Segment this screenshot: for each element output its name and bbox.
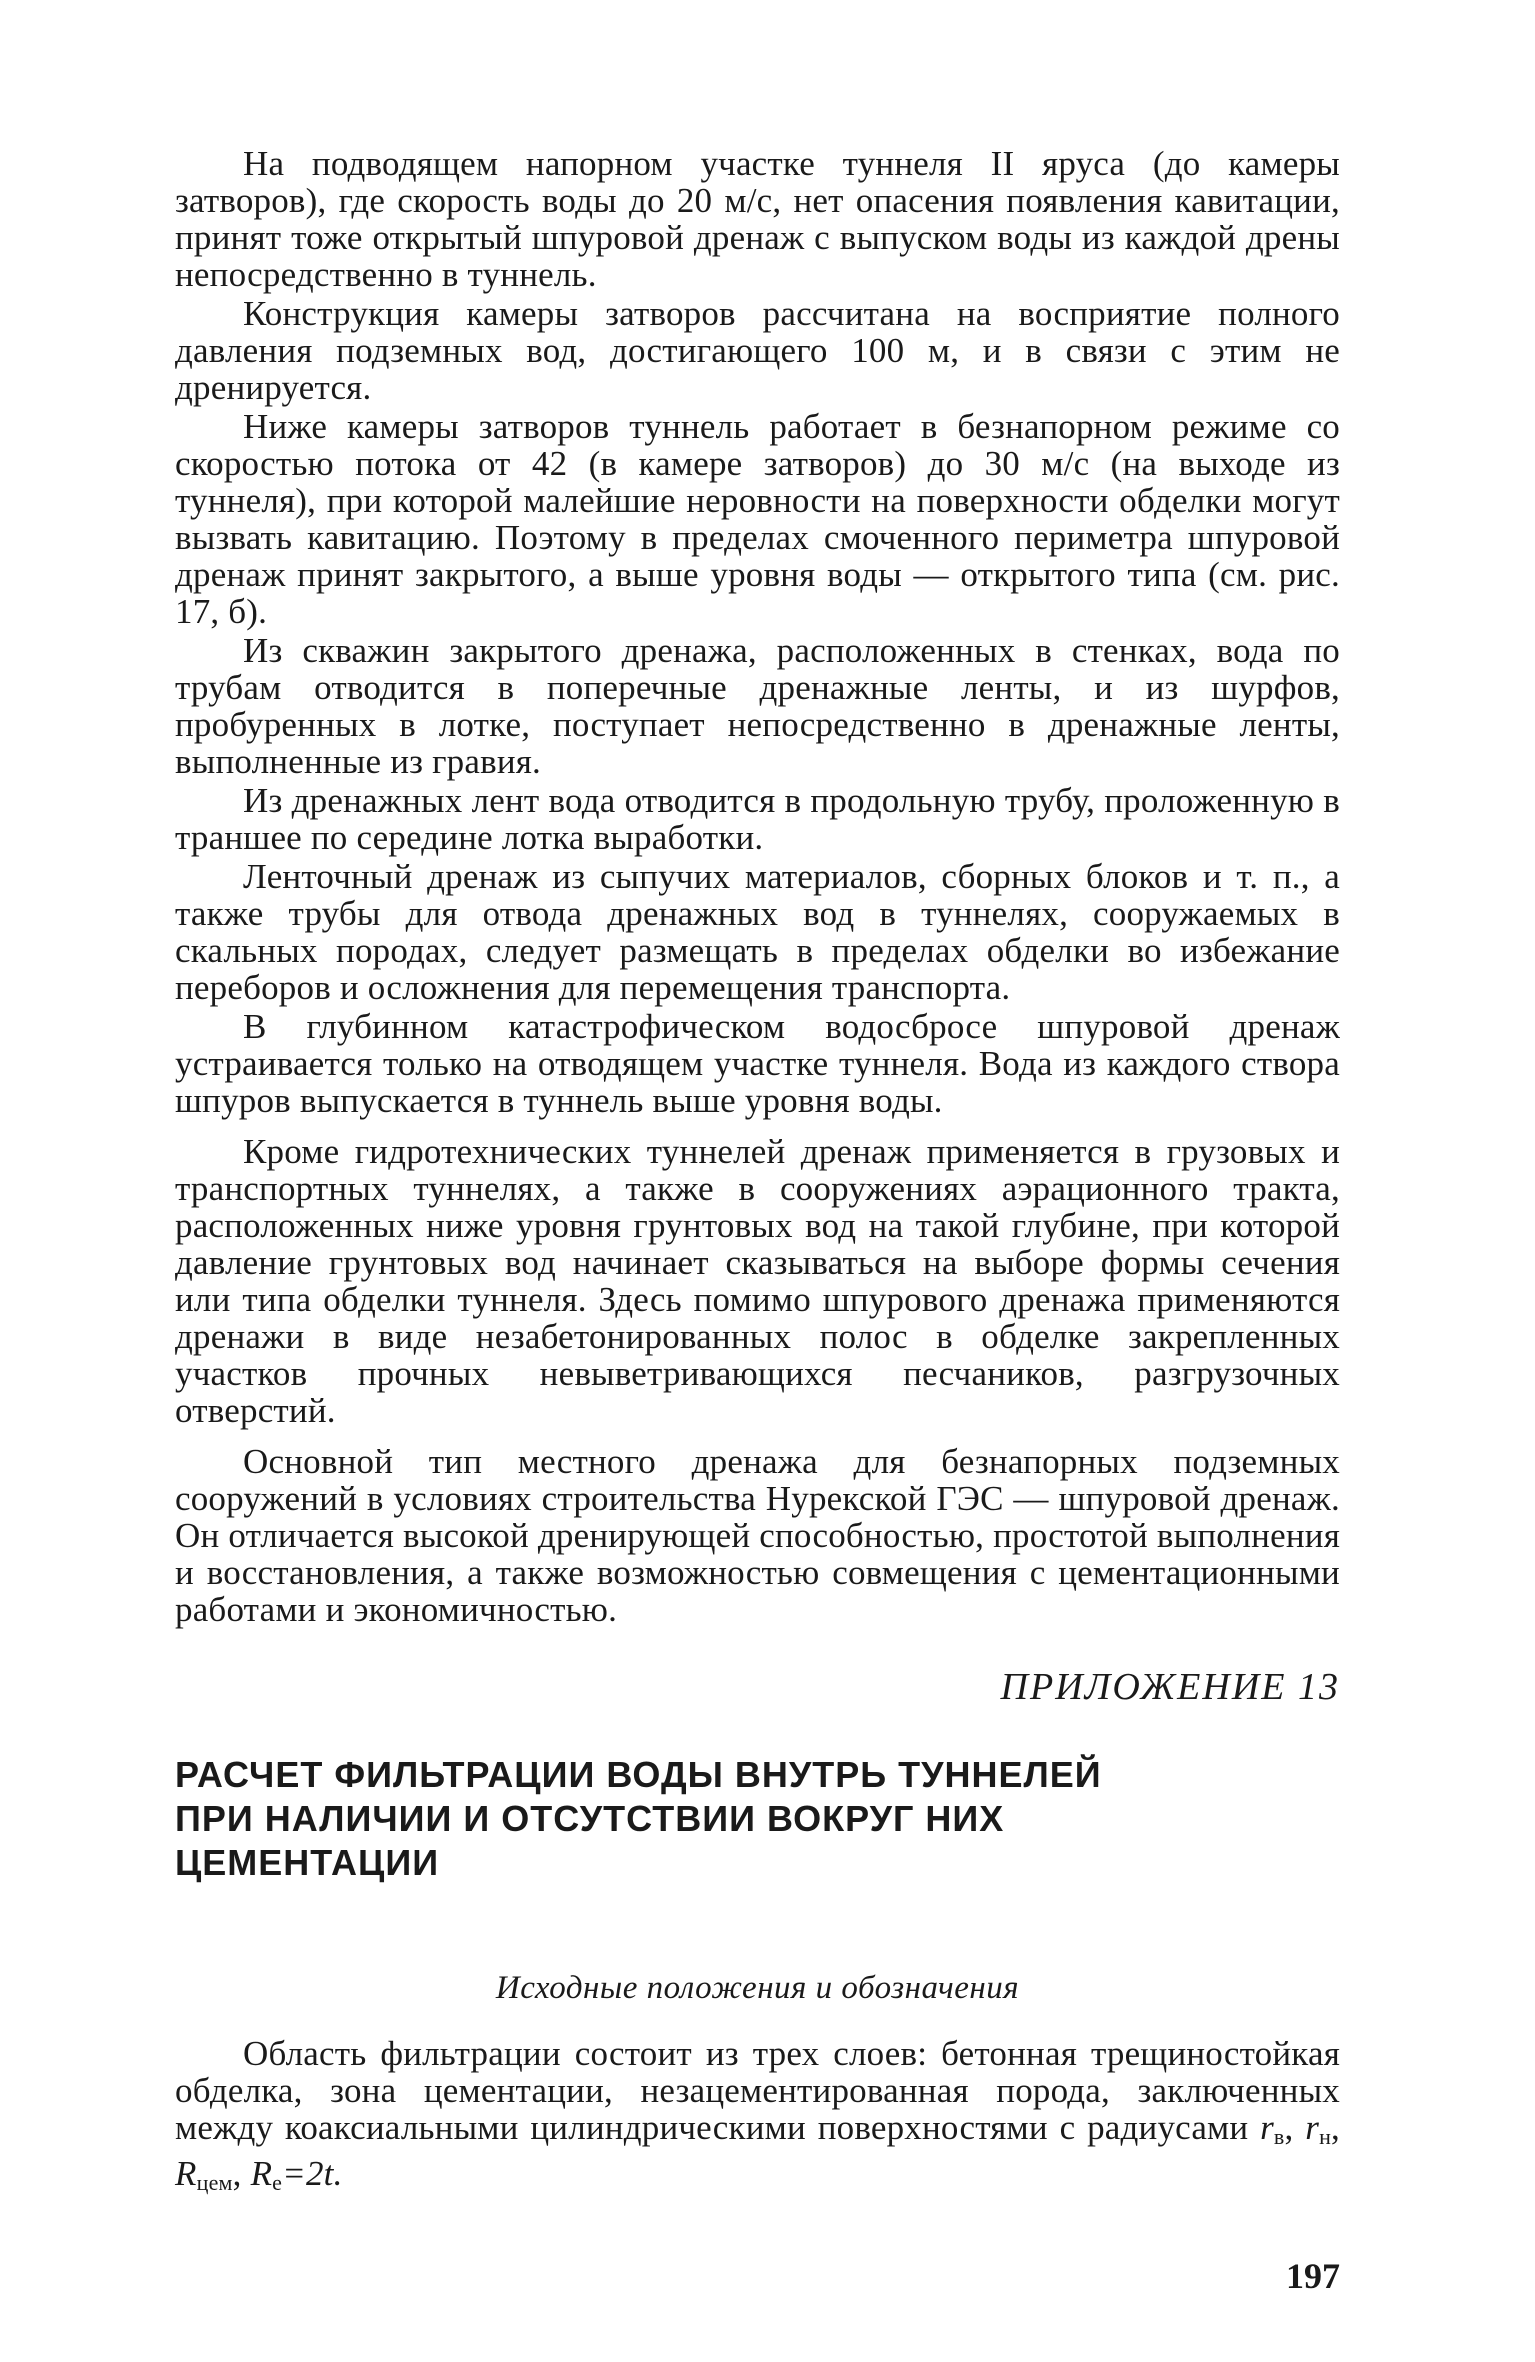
final-paragraph-block [175,2035,1340,2201]
symbol-r-v-main: r [1260,2108,1274,2147]
separator-1: , [1284,2108,1306,2147]
symbol-r-n-subscript: н [1319,2124,1332,2149]
subsection-subtitle: Исходные положения и обозначения [495,1970,1020,2006]
document-page [175,144,1340,2296]
symbol-r-n [1305,2108,1331,2147]
paragraph-6: Ленточный дренаж из сыпучих материалов, сборных блоков и т. п., а также трубы для отвода дренажных вод в туннелях, сооружаемых в скальных породах, следует размещать в пределах обделки во избежание переборов и осложнения для перемещения транспорта. [175,857,1340,1007]
paragraph-5: Из дренажных лент вода отводится в продольную трубу, проложенную в траншее по середине лотка выработки. [175,781,1340,857]
symbol-r-v-subscript: в [1273,2124,1285,2149]
paragraph-9: Основной тип местного дренажа для безнапорных подземных сооружений в условиях строительства Нурекской ГЭС — шпуровой дренаж. Он отличается высокой дренирующей способностью, простотой выполнения и восстановления, а также возможностью совмещения с цементационными работами и экономичностью. [175,1442,1340,1629]
paragraph-7: В глубинном катастрофическом водосбросе шпуровой дренаж устраивается только на отводящем участке туннеля. Вода из каждого створа шпуров выпускается в туннель выше уровня воды. [175,1007,1340,1120]
symbol-r-cem-main: R [175,2154,197,2193]
symbol-r-cem [175,2154,233,2193]
final-paragraph [175,2035,1340,2201]
separator-3: , [232,2154,251,2193]
symbol-r-e [251,2154,283,2193]
page-number: 197 [1286,2256,1340,2296]
final-paragraph-text: Область фильтрации состоит из трех слоев: бетонная трещиностойкая обделка, зона цементации, незацементированная порода, заключенных между коаксиальными цилиндрическими поверхностями с радиусами [175,2034,1340,2147]
symbol-r-e-subscript: е [272,2170,283,2195]
paragraph-1: На подводящем напорном участке туннеля II яруса (до камеры затворов), где скорость воды до 20 м/с, нет опасения появления кавитации, принят тоже открытый шпуровой дренаж с выпуском воды из каждой дрены непосредственно в туннель. [175,144,1340,294]
section-title: РАСЧЕТ ФИЛЬТРАЦИИ ВОДЫ ВНУТРЬ ТУННЕЛЕЙ ПРИ НАЛИЧИИ И ОТСУТСТВИИ ВОКРУГ НИХ ЦЕМЕНТАЦИИ [175,1754,1102,1883]
paragraph-3: Ниже камеры затворов туннель работает в безнапорном режиме со скоростью потока от 42 (в камере затворов) до 30 м/с (на выходе из туннеля), при которой малейшие неровности на поверхности обделки могут вызвать кавитацию. Поэтому в пределах смоченного периметра шпуровой дренаж принят закрытого, а выше уровня воды — открытого типа (см. рис. 17, б). [175,407,1340,631]
symbol-r-cem-subscript: цем [196,2170,233,2195]
symbol-r-v [1260,2108,1284,2147]
symbol-r-n-main: r [1305,2108,1320,2147]
paragraph-4: Из скважин закрытого дренажа, расположенных в стенках, вода по трубам отводится в поперечные дренажные ленты, и из шурфов, пробуренных в лотке, поступает непосредственно в дренажные ленты, выполненные из гравия. [175,631,1340,781]
paragraph-8: Кроме гидротехнических туннелей дренаж применяется в грузовых и транспортных туннелях, а также в сооружениях аэрационного тракта, расположенных ниже уровня грунтовых вод на такой глубине, при которой давление грунтовых вод начинает сказываться на выборе формы сечения или типа обделки туннеля. Здесь помимо шпурового дренажа применяются дренажи в виде незабетонированных полос в обделке закрепленных участков прочных невыветривающихся песчаников, разгрузочных отверстий. [175,1132,1340,1430]
separator-2: , [1331,2108,1340,2147]
symbol-r-e-main: R [250,2154,273,2193]
appendix-label: ПРИЛОЖЕНИЕ 13 [1000,1666,1340,1708]
body-text [175,145,1340,1628]
equation-tail: =2t. [282,2154,343,2193]
paragraph-2: Конструкция камеры затворов рассчитана на восприятие полного давления подземных вод, достигающего 100 м, и в связи с этим не дренируется. [175,294,1340,407]
